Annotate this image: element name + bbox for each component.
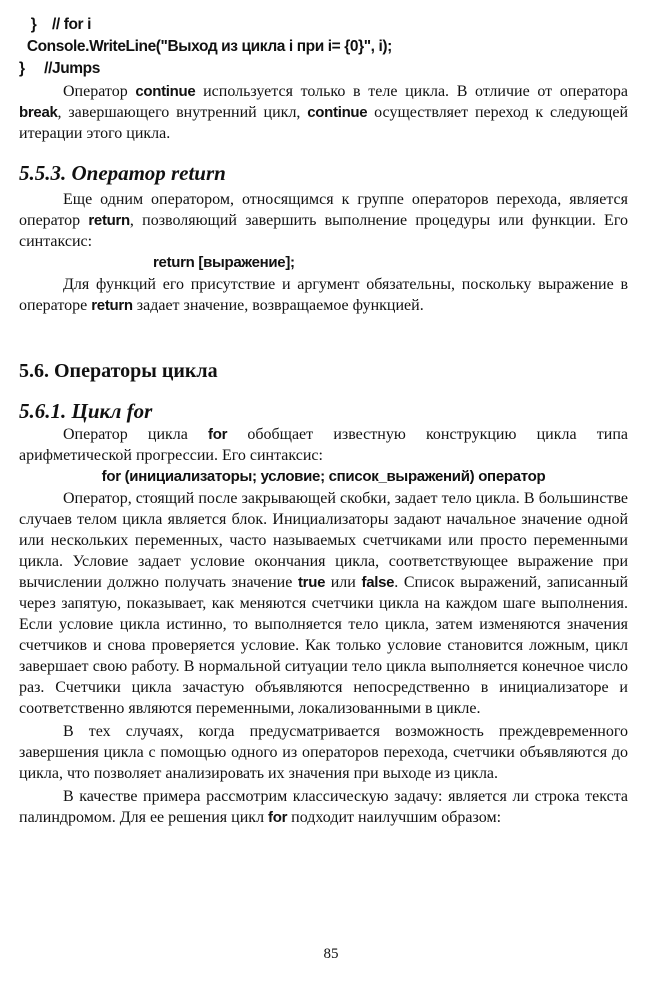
keyword: true [297, 574, 326, 591]
heading-5-5-3: 5.5.3. Оператор return [19, 161, 226, 185]
paragraph-for-intro: Оператор цикла for обобщает известную конструкцию цикла типа арифметической прогрессии. Его синтаксис: [19, 426, 628, 464]
paragraph-palindrome: В качестве примера рассмотрим классическую задачу: является ли строка текста палиндромом. Для ее решения цикл for подходит наилучшим образом: [19, 788, 628, 826]
keyword: break [19, 104, 58, 121]
keyword: continue [307, 104, 368, 121]
code-block [19, 14, 628, 80]
keyword: return [91, 297, 133, 314]
paragraph-continue: Оператор continue используется только в теле цикла. В отличие от оператора break, завершающего внутренний цикл, continue осуществляет переход к следующей итерации этого цикла. [19, 83, 628, 142]
return-syntax: return [выражение]; [153, 254, 295, 271]
keyword: continue [135, 83, 196, 100]
for-syntax: for (инициализаторы; условие; список_выражений) оператор [101, 468, 546, 485]
code-line: } //Jumps [19, 60, 100, 77]
heading-5-6-1: 5.6.1. Цикл for [19, 399, 153, 423]
page-number: 85 [323, 946, 339, 962]
keyword: false [361, 574, 395, 591]
paragraph-return-intro: Еще одним оператором, относящимся к группе операторов перехода, является оператор return, позволяющий завершить выполнение процедуры или функции. Его синтаксис: [19, 191, 628, 250]
keyword: for [268, 809, 288, 826]
code-line: Console.WriteLine("Выход из цикла i при i= {0}", i); [19, 38, 392, 55]
heading-5-6: 5.6. Операторы цикла [19, 360, 218, 382]
keyword: for [208, 426, 228, 443]
paragraph-early-exit: В тех случаях, когда предусматривается возможность преждевременного завершения цикла с помощью одного из операторов перехода, счетчики объявляются до цикла, что позволяет анализировать их значения при выходе из цикла. [19, 723, 628, 782]
paragraph-for-body: Оператор, стоящий после закрывающей скобки, задает тело цикла. В большинстве случаев телом цикла является блок. Инициализаторы задают начальное значение одной или нескольких переменных, часто называемых счетчиками или просто переменными цикла. Условие задает условие окончания цикла, соответствующее выражение при вычислении должно получать значение true или false. Список выражений, записанный через запятую, показывает, как меняются счетчики цикла на каждом шаге выполнения. Если условие цикла истинно, то выполняется тело цикла, затем изменяются значения счетчиков и снова проверяется условие. Как только условие становится ложным, цикл завершает свою работу. В нормальной ситуации тело цикла выполняется конечное число раз. Счетчики цикла зачастую объявляются непосредственно в инициализаторе и соответственно являются переменными, локализованными в цикле. [19, 490, 629, 717]
paragraph-return-desc: Для функций его присутствие и аргумент обязательны, поскольку выражение в операторе return задает значение, возвращаемое функцией. [19, 276, 628, 314]
page-content [19, 14, 628, 828]
code-line: } // for i [19, 16, 91, 33]
keyword: return [88, 212, 130, 229]
